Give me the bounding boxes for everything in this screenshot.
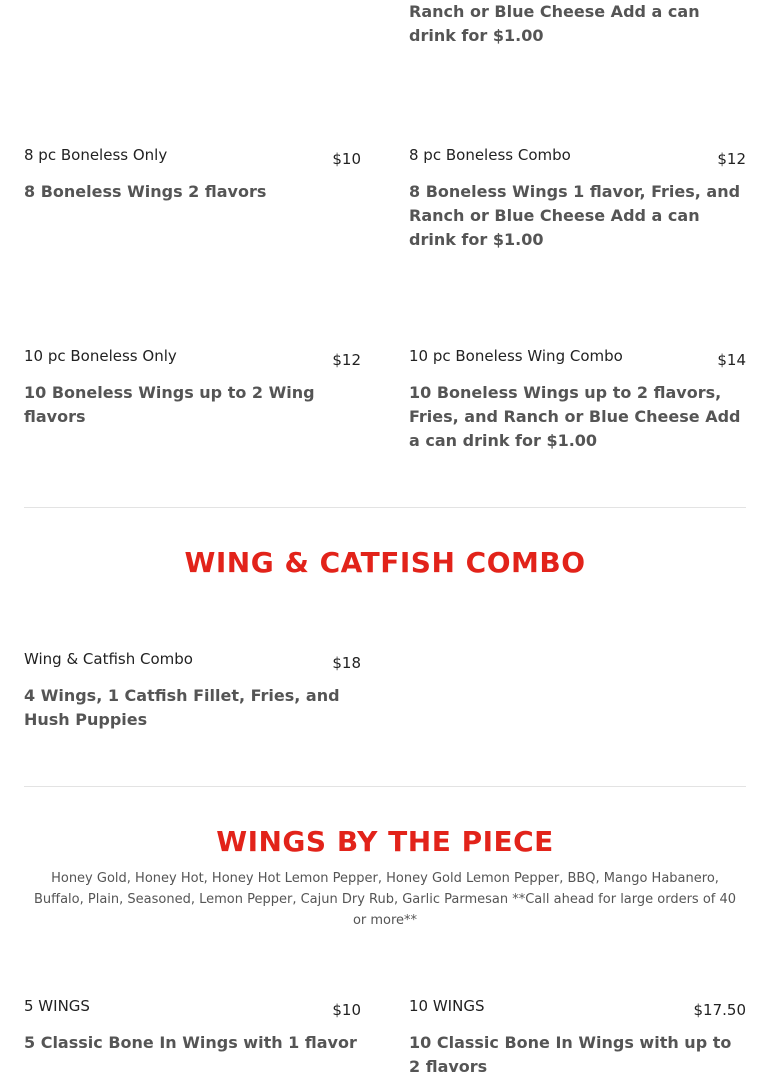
- menu-item-price: $12: [332, 351, 361, 369]
- menu-item-name: 5 WINGS: [24, 997, 90, 1015]
- menu-item-price: $17.50: [693, 1001, 746, 1019]
- menu-item-price: $18: [332, 654, 361, 672]
- menu-item-description: 8 Boneless Wings 1 flavor, Fries, and Ranch or Blue Cheese Add a can drink for $1.00: [409, 182, 741, 249]
- menu-item-name: 10 pc Boneless Wing Combo: [409, 347, 623, 365]
- menu-item-price: $14: [717, 351, 746, 369]
- menu-item-description: 5 Classic Bone In Wings with 1 flavor: [24, 1033, 357, 1052]
- menu-item-name: 10 pc Boneless Only: [24, 347, 177, 365]
- section-divider: [24, 507, 746, 508]
- menu-item-name: 8 pc Boneless Only: [24, 146, 168, 164]
- menu-item-price: $10: [332, 1001, 361, 1019]
- section-title-wings-by-the-piece: WINGS BY THE PIECE: [216, 825, 554, 858]
- menu-item-name: Wing & Catfish Combo: [24, 650, 193, 668]
- section-subtitle: Honey Gold, Honey Hot, Honey Hot Lemon Pepper, Honey Gold Lemon Pepper, BBQ, Mango Habanero, Buffalo, Plain, Seasoned, Lemon Pepper, Cajun Dry Rub, Garlic Parmesan **Call ahead for large orders of 40 or more**: [33, 871, 737, 928]
- menu-item-description: 10 Boneless Wings up to 2 Wing flavors: [24, 383, 315, 426]
- menu-item-description: 8 Boneless Wings 2 flavors: [24, 182, 267, 201]
- menu-item-name: 8 pc Boneless Combo: [409, 146, 571, 164]
- section-divider: [24, 786, 746, 787]
- section-title-wing-catfish-combo: WING & CATFISH COMBO: [184, 546, 586, 579]
- menu-item-name: 10 WINGS: [409, 997, 485, 1015]
- menu-item-price: $12: [717, 150, 746, 168]
- menu-item-description: Ranch or Blue Cheese Add a can drink for $1.00: [409, 2, 700, 45]
- menu-item-price: $10: [332, 150, 361, 168]
- menu-item-description: 10 Boneless Wings up to 2 flavors, Fries, and Ranch or Blue Cheese Add a can drink for $1.00: [409, 383, 741, 450]
- menu-item-description: 10 Classic Bone In Wings with up to 2 flavors: [409, 1033, 732, 1076]
- menu-item-description: 4 Wings, 1 Catfish Fillet, Fries, and Hush Puppies: [24, 686, 340, 729]
